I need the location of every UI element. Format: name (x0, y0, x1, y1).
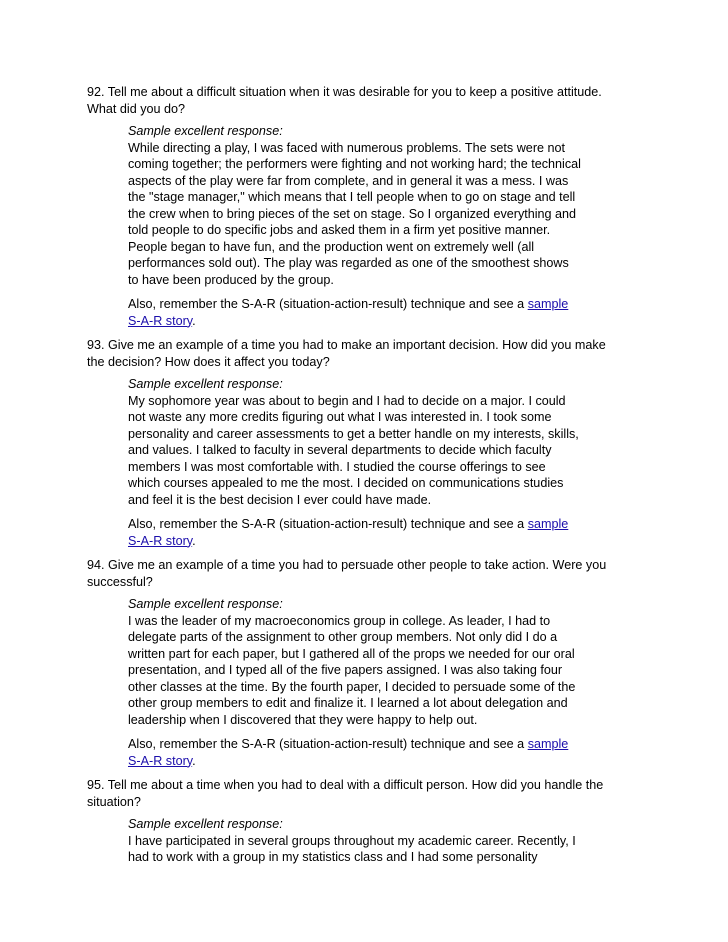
response-line: My sophomore year was about to begin and I had to decide on a major. I could (128, 393, 566, 408)
question-text (87, 777, 647, 810)
question-section (87, 557, 647, 769)
response-line: presentation, and I typed all of the five papers assigned. I was also taking four (128, 663, 563, 677)
response-line: to have been produced by the group. (128, 272, 334, 287)
sar-reminder (128, 296, 647, 329)
response-label: Sample excellent response: (128, 124, 283, 138)
question-section (87, 777, 647, 866)
response-line: had to work with a group in my statistics class and I had some personality (128, 850, 538, 864)
sar-reminder (128, 736, 647, 769)
response-line: performances sold out). The play was regarded as one of the smoothest shows (128, 256, 569, 270)
sample-sar-story-link[interactable]: sample (527, 517, 569, 531)
response-line: members I was most comfortable with. I studied the course offerings to see (128, 459, 546, 474)
response-label: Sample excellent response: (128, 597, 283, 611)
question-line: the decision? How does it affect you today? (87, 354, 330, 369)
response-line: which courses appealed to me the most. I decided on communications studies (128, 476, 564, 490)
question-text (87, 337, 647, 370)
reminder-line (128, 296, 647, 313)
question-line: 92. Tell me about a difficult situation when it was desirable for you to keep a positive attitude. (87, 85, 602, 99)
response-line: leadership when I discovered that they were happy to help out. (128, 712, 478, 727)
reminder-line (128, 753, 647, 770)
response-line: aspects of the play were far from complete, and in general it was a mess. I was (128, 173, 569, 188)
sample-sar-story-link[interactable]: S-A-R story (128, 313, 193, 328)
reminder-text: Also, remember the S-A-R (situation-action-result) technique and see a (128, 737, 528, 751)
response-line: other classes at the time. By the fourth paper, I decided to persuade some of the (128, 679, 576, 694)
response-label: Sample excellent response: (128, 817, 283, 831)
reminder-text: Also, remember the S-A-R (situation-action-result) technique and see a (128, 517, 528, 531)
question-line: 93. Give me an example of a time you had to make an important decision. How did you make (87, 338, 606, 352)
document-body (87, 84, 647, 874)
response-line: other group members to edit and finalize it. I learned a lot about delegation and (128, 696, 568, 710)
question-line: 95. Tell me about a time when you had to deal with a difficult person. How did you handle the (87, 778, 604, 792)
reminder-line (128, 736, 647, 753)
response-line: and values. I talked to faculty in several departments to decide which faculty (128, 443, 552, 457)
reminder-period: . (192, 313, 196, 328)
question-text (87, 84, 647, 117)
response-line: written part for each paper, but I gathered all of the props we needed for our oral (128, 646, 575, 661)
reminder-period: . (192, 533, 196, 548)
response-line: not waste any more credits figuring out what I was interested in. I took some (128, 410, 552, 424)
reminder-line (128, 516, 647, 533)
response-line: People began to have fun, and the production went on extremely well (all (128, 239, 535, 254)
response-line: personality and career assessments to get a better handle on my interests, skills, (128, 426, 579, 441)
sample-sar-story-link[interactable]: S-A-R story (128, 753, 193, 768)
sample-sar-story-link[interactable]: sample (527, 737, 569, 751)
reminder-period: . (192, 753, 196, 768)
question-line: What did you do? (87, 101, 186, 116)
sar-reminder (128, 516, 647, 549)
question-section (87, 337, 647, 549)
sample-response (128, 376, 647, 549)
response-label: Sample excellent response: (128, 377, 283, 391)
response-line: delegate parts of the assignment to other group members. Not only did I do a (128, 630, 558, 644)
question-line: situation? (87, 794, 141, 809)
sample-response (128, 816, 647, 866)
response-line: the crew when to bring pieces of the set on stage. So I organized everything and (128, 206, 577, 221)
sample-response (128, 123, 647, 329)
response-line: and feel it is the best decision I ever could have made. (128, 492, 432, 507)
question-line: successful? (87, 574, 153, 589)
question-line: 94. Give me an example of a time you had to persuade other people to take action. Were you (87, 558, 607, 572)
response-line: I have participated in several groups throughout my academic career. Recently, I (128, 833, 576, 848)
reminder-line (128, 313, 647, 330)
sample-sar-story-link[interactable]: S-A-R story (128, 533, 193, 548)
response-line: told people to do specific jobs and asked them in a firm yet positive manner. (128, 223, 551, 237)
reminder-line (128, 533, 647, 550)
response-line: coming together; the performers were fighting and not working hard; the technical (128, 157, 581, 171)
question-text (87, 557, 647, 590)
response-line: I was the leader of my macroeconomics group in college. As leader, I had to (128, 613, 551, 628)
sample-sar-story-link[interactable]: sample (527, 297, 569, 311)
reminder-text: Also, remember the S-A-R (situation-action-result) technique and see a (128, 297, 528, 311)
sample-response (128, 596, 647, 769)
response-line: While directing a play, I was faced with numerous problems. The sets were not (128, 140, 566, 155)
response-line: the "stage manager," which means that I tell people when to go on stage and tell (128, 190, 576, 204)
question-section (87, 84, 647, 329)
